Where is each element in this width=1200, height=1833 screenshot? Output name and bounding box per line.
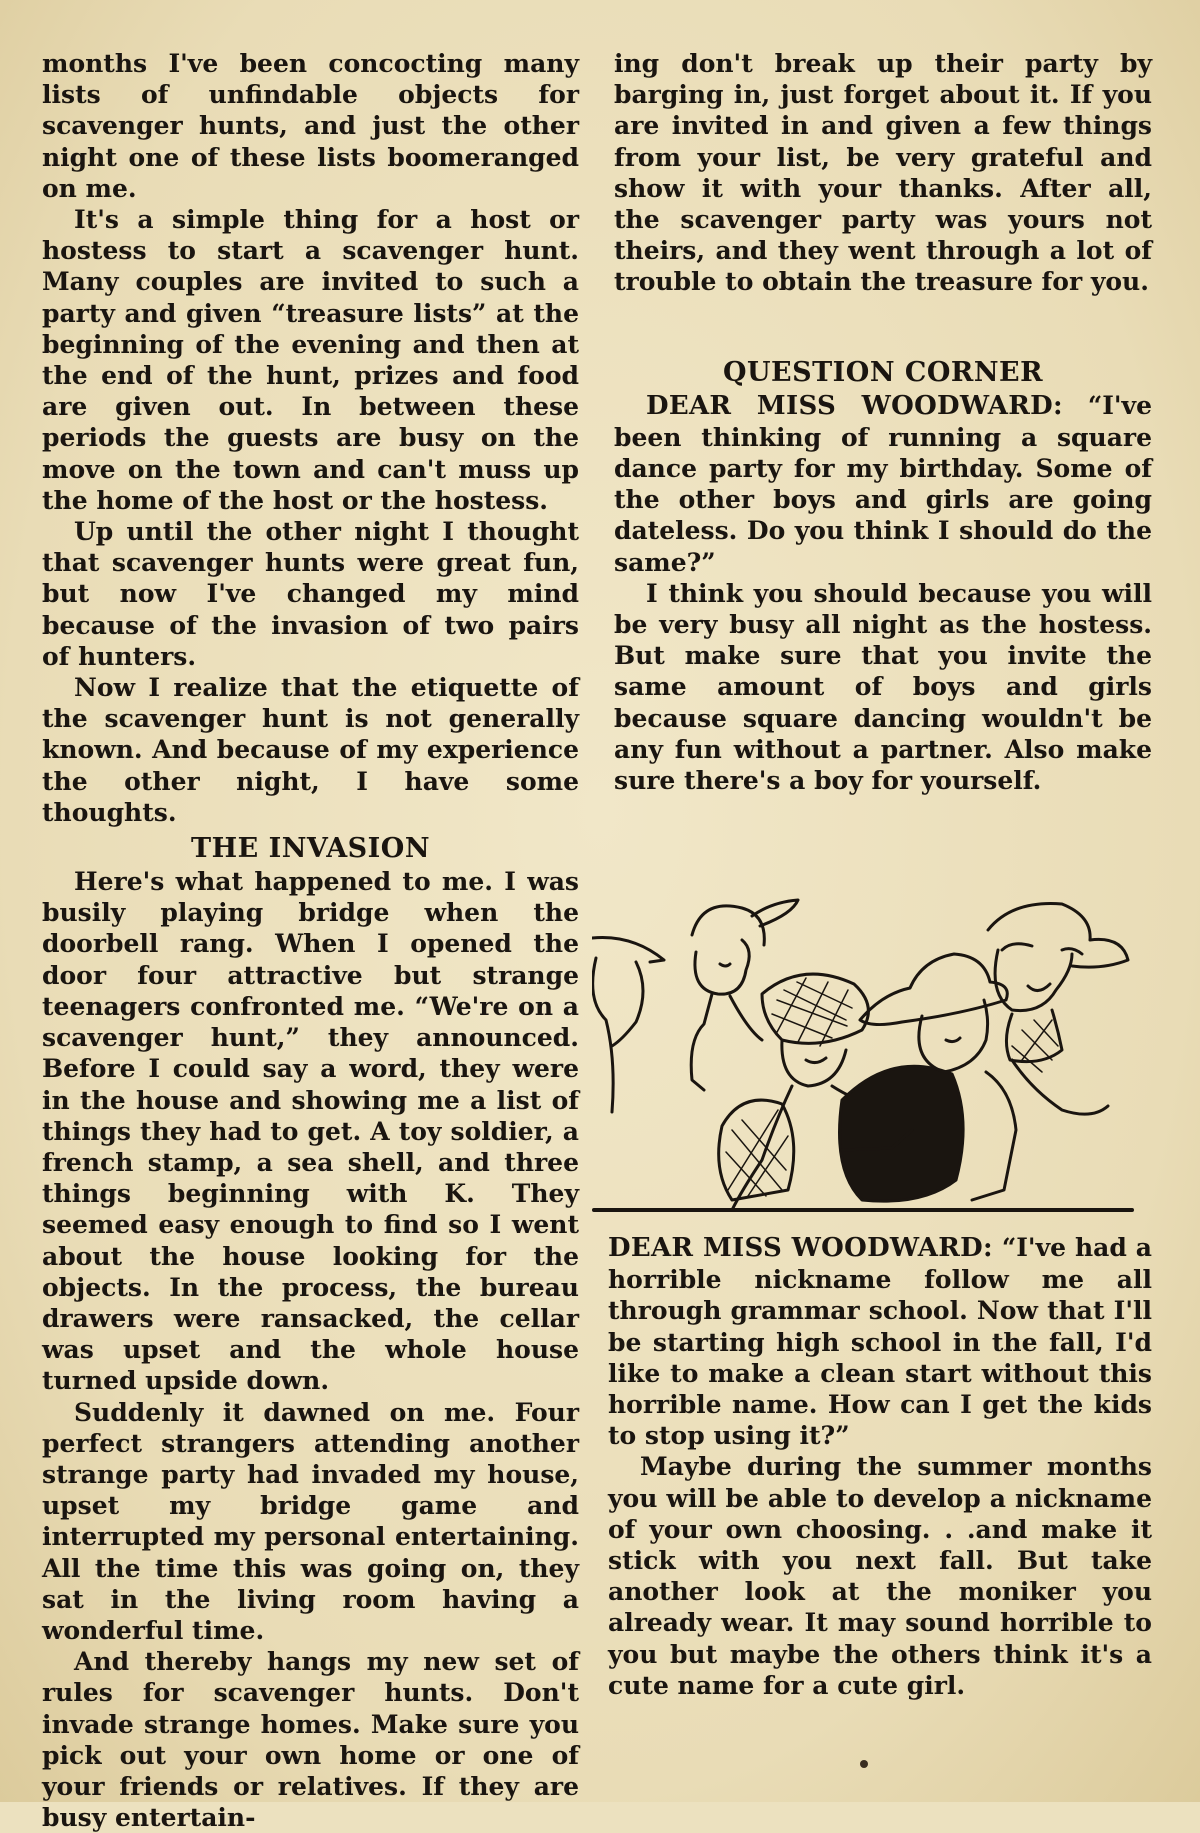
letter-body: “I've been thinking of running a square dance party for my birthday. Some of the other boys and girls are going dateless. Do you think I should do the same?” (614, 390, 1152, 577)
answer-2: Maybe during the summer months you will be able to develop a nickname of your own choosing. . .and make it stick with you next fall. But take another look at the moniker you already wear. It may sound horrible to you but maybe the others think it's a cute name for a cute girl. (608, 1452, 1152, 1700)
square-dance-illustration (592, 890, 1174, 1220)
letter-1 (614, 390, 1152, 578)
letter-salutation: DEAR MISS WOODWARD: (608, 1233, 993, 1263)
ink-speck (860, 1760, 868, 1768)
paragraph: Up until the other night I thought that scavenger hunts were great fun, but now I've changed my mind because of the invasion of two pairs of hunters. (42, 517, 579, 671)
paragraph: Suddenly it dawned on me. Four perfect strangers attending another strange party had invaded my house, upset my bridge game and interrupted my personal entertaining. All the time this was going on, they sat in the living room having a wonderful time. (42, 1397, 579, 1645)
paragraph: And thereby hangs my new set of rules for scavenger hunts. Don't invade strange homes. Make sure you pick out your own home or one of your friends or relatives. If they are busy entertain- (42, 1647, 579, 1833)
paragraph: Here's what happened to me. I was busily playing bridge when the doorbell rang. When I opened the door four attractive but strange teenagers confronted me. “We're on a scavenger hunt,” they announced. Before I could say a word, they were in the house and showing me a list of things they had to get. A toy soldier, a french stamp, a sea shell, and three things beginning with K. They seemed easy enough to find so I went about the house looking for the objects. In the process, the bureau drawers were ransacked, the cellar was upset and the whole house turned upside down. (42, 867, 579, 1396)
section-heading-invasion: THE INVASION (190, 833, 431, 865)
answer-1: I think you should because you will be very busy all night as the hostess. But make sure that you invite the same amount of boys and girls because square dancing wouldn't be any fun without a partner. Also make sure there's a boy for yourself. (614, 578, 1152, 796)
left-column (42, 48, 579, 1833)
section-heading-question-corner: QUESTION CORNER (722, 356, 1044, 388)
paragraph: months I've been concocting many lists of unfindable objects for scavenger hunts, and just the other night one of these lists boomeranged on me. (42, 49, 579, 203)
letter-salutation: DEAR MISS WOODWARD: (646, 390, 1063, 421)
paragraph: ing don't break up their party by barging in, just forget about it. If you are invited in and given a few things from your list, be very grateful and show it with your thanks. After all, the scavenger party was yours not theirs, and they went through a lot of trouble to obtain the treasure for you. (614, 49, 1152, 297)
paragraph: Now I realize that the etiquette of the scavenger hunt is not generally known. And because of my experience the other night, I have some thoughts. (42, 673, 579, 827)
right-column-top (614, 48, 1152, 796)
right-column-bottom (608, 1232, 1152, 1701)
paragraph: It's a simple thing for a host or hostess to start a scavenger hunt. Many couples are invited to such a party and given “treasure lists” at the beginning of the evening and then at the end of the hunt, prizes and food are given out. In between these periods the guests are busy on the move on the town and can't muss up the home of the host or the hostess. (42, 205, 579, 515)
letter-body: “I've had a horrible nickname follow me all through grammar school. Now that I'll be starting high school in the fall, I'd like to make a clean start without this horrible name. How can I get the kids to stop using it?” (608, 1233, 1152, 1451)
letter-2 (608, 1232, 1152, 1451)
